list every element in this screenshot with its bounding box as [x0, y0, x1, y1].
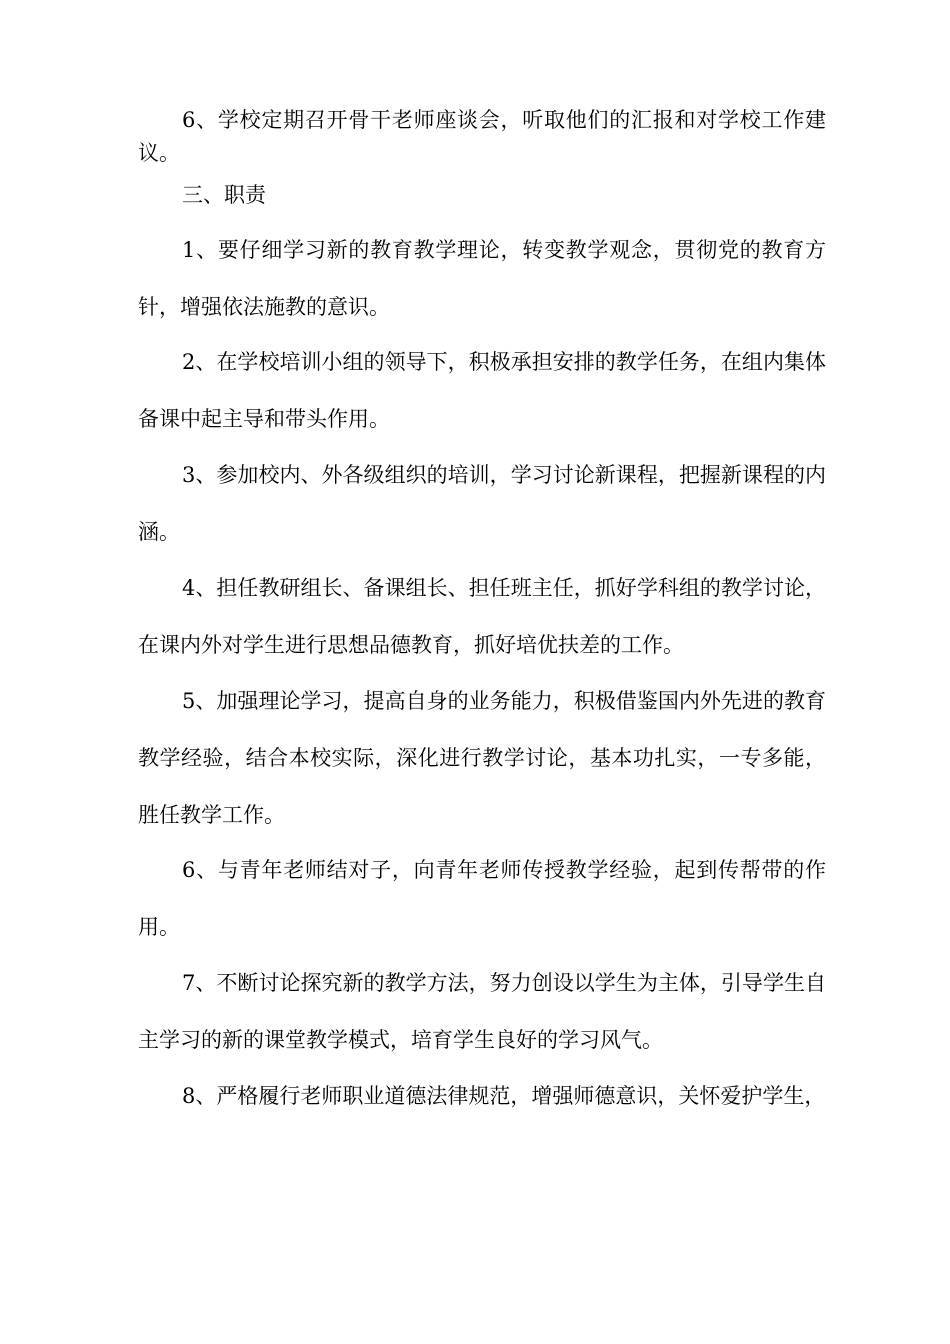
paragraph-duty-4: 4、担任教研组长、备课组长、担任班主任，抓好学科组的教学讨论，在课内外对学生进行思想品德教育，抓好培优扶差的工作。 — [138, 576, 826, 657]
paragraph-duty-2: 2、在学校培训小组的领导下，积极承担安排的教学任务，在组内集体备课中起主导和带头作用。 — [138, 350, 826, 431]
paragraph-duty-7: 7、不断讨论探究新的教学方法，努力创设以学生为主体，引导学生自主学习的新的课堂教学模式，培育学生良好的学习风气。 — [138, 971, 826, 1052]
paragraph-duty-3: 3、参加校内、外各级组织的培训，学习讨论新课程，把握新课程的内涵。 — [138, 463, 826, 544]
paragraph-meeting: 6、学校定期召开骨干老师座谈会，听取他们的汇报和对学校工作建议。 — [138, 108, 826, 165]
paragraph-duty-1: 1、要仔细学习新的教育教学理论，转变教学观念，贯彻党的教育方针，增强依法施教的意识。 — [138, 238, 826, 319]
paragraph-duty-6: 6、与青年老师结对子，向青年老师传授教学经验，起到传帮带的作用。 — [138, 858, 826, 939]
section-heading-duties: 三、职责 — [182, 183, 266, 207]
paragraph-duty-8: 8、严格履行老师职业道德法律规范，增强师德意识，关怀爱护学生， — [182, 1084, 826, 1108]
paragraph-duty-5: 5、加强理论学习，提高自身的业务能力，积极借鉴国内外先进的教育教学经验，结合本校实际，深化进行教学讨论，基本功扎实，一专多能，胜任教学工作。 — [138, 689, 826, 827]
